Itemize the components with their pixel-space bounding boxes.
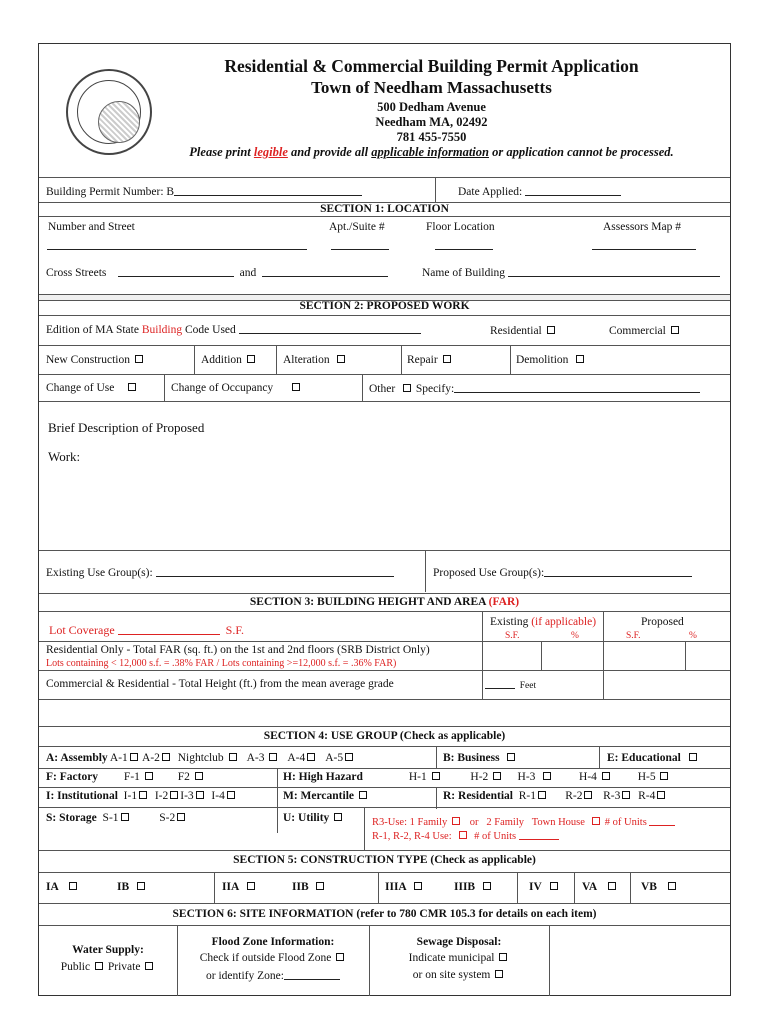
flood-zone-input[interactable]: or identify Zone: bbox=[177, 969, 369, 982]
water-supply-options[interactable]: Public Private bbox=[39, 961, 177, 973]
assessors-map-input[interactable] bbox=[592, 239, 696, 250]
type-iiib-checkbox[interactable]: IIIB bbox=[454, 881, 493, 893]
brief-description-label: Brief Description of Proposed bbox=[48, 420, 205, 435]
sewage-municipal-checkbox[interactable]: Indicate municipal bbox=[369, 952, 549, 964]
residential-use-row[interactable]: R: Residential R-1 R-2 R-3 R-4 bbox=[443, 790, 667, 802]
existing-use-group-field[interactable]: Existing Use Group(s): bbox=[46, 566, 394, 579]
form-title: Residential & Commercial Building Permit Application bbox=[224, 56, 639, 76]
building-name-field[interactable]: Name of Building bbox=[422, 266, 720, 279]
type-vb-checkbox[interactable]: VB bbox=[641, 881, 678, 893]
institutional-row[interactable]: I: Institutional I-1 I-2 I-3 I-4 bbox=[46, 790, 237, 802]
section-4-title: SECTION 4: USE GROUP (Check as applicable) bbox=[263, 730, 506, 742]
proposed-pct-label: % bbox=[689, 631, 697, 641]
brief-description-input[interactable] bbox=[119, 444, 719, 544]
apt-suite-input[interactable] bbox=[331, 239, 389, 250]
type-iia-checkbox[interactable]: IIA bbox=[222, 881, 257, 893]
sewage-onsite-checkbox[interactable]: or on site system bbox=[369, 969, 549, 981]
existing-header: Existing (if applicable) bbox=[490, 616, 597, 628]
floor-location-label: Floor Location bbox=[426, 221, 495, 233]
instructions-note: Please print legible and provide all applicable information or application cannot be processed. bbox=[189, 145, 674, 159]
repair-checkbox[interactable]: Repair bbox=[407, 354, 453, 366]
type-ia-checkbox[interactable]: IA bbox=[46, 881, 79, 893]
proposed-sf-label: S.F. bbox=[626, 631, 641, 641]
section-6-title: SECTION 6: SITE INFORMATION (refer to 780 CMR 105.3 for details on each item) bbox=[172, 908, 597, 920]
number-street-input[interactable] bbox=[47, 239, 307, 250]
section-3-title: SECTION 3: BUILDING HEIGHT AND AREA (FAR) bbox=[249, 596, 520, 608]
total-height-input[interactable]: Feet bbox=[485, 680, 536, 691]
type-iv-checkbox[interactable]: IV bbox=[529, 881, 560, 893]
address-line-1: 500 Dedham Avenue bbox=[377, 100, 486, 114]
permit-form bbox=[38, 43, 731, 996]
lots-far-note: Lots containing < 12,000 s.f. = .38% FAR / Lots containing >=12,000 s.f. = .36% FAR) bbox=[46, 658, 397, 669]
commercial-checkbox[interactable]: Commercial bbox=[609, 325, 681, 337]
flood-zone-checkbox[interactable]: Check if outside Flood Zone bbox=[177, 952, 369, 964]
number-street-label: Number and Street bbox=[48, 221, 135, 233]
permit-number-field[interactable]: Building Permit Number: B bbox=[46, 185, 362, 198]
type-ib-checkbox[interactable]: IB bbox=[117, 881, 147, 893]
apt-suite-label: Apt./Suite # bbox=[329, 221, 385, 233]
brief-description-label-2: Work: bbox=[48, 449, 81, 464]
r3-use-row[interactable]: R3-Use: 1 Family or 2 Family Town House # of Units bbox=[372, 817, 675, 828]
proposed-use-group-field[interactable]: Proposed Use Group(s): bbox=[433, 566, 692, 579]
assembly-row[interactable]: A: Assembly A-1 A-2 Nightclub A-3 A-4 A-5 bbox=[46, 752, 355, 764]
cross-streets-field[interactable]: Cross Streets and bbox=[46, 266, 388, 279]
addition-checkbox[interactable]: Addition bbox=[201, 354, 257, 366]
new-construction-checkbox[interactable]: New Construction bbox=[46, 354, 145, 366]
flood-zone-label: Flood Zone Information: bbox=[211, 936, 335, 948]
assessors-map-label: Assessors Map # bbox=[603, 221, 681, 233]
total-height-label: Commercial & Residential - Total Height (ft.) from the mean average grade bbox=[46, 678, 394, 690]
sewage-disposal-label: Sewage Disposal: bbox=[416, 936, 502, 948]
mercantile-checkbox[interactable]: M: Mercantile bbox=[283, 790, 369, 802]
utility-checkbox[interactable]: U: Utility bbox=[283, 812, 344, 824]
high-hazard-row[interactable]: H: High Hazard H-1 H-2 H-3 H-4 H-5 bbox=[283, 771, 670, 783]
educational-checkbox[interactable]: E: Educational bbox=[607, 752, 699, 764]
section-5-title: SECTION 5: CONSTRUCTION TYPE (Check as applicable) bbox=[233, 854, 536, 866]
existing-pct-label: % bbox=[571, 631, 579, 641]
type-iib-checkbox[interactable]: IIB bbox=[292, 881, 326, 893]
code-edition-field[interactable]: Edition of MA State Building Code Used bbox=[46, 323, 421, 336]
section-1-title: SECTION 1: LOCATION bbox=[320, 203, 449, 215]
storage-row[interactable]: S: Storage S-1 S-2 bbox=[46, 812, 187, 824]
type-iiia-checkbox[interactable]: IIIA bbox=[385, 881, 424, 893]
change-of-use-checkbox[interactable]: Change of Use bbox=[46, 382, 138, 394]
existing-sf-label: S.F. bbox=[505, 631, 520, 641]
water-supply-label: Water Supply: bbox=[72, 944, 144, 956]
town-name: Town of Needham Massachusetts bbox=[311, 78, 552, 97]
business-checkbox[interactable]: B: Business bbox=[443, 752, 517, 764]
r124-use-row[interactable]: R-1, R-2, R-4 Use: # of Units bbox=[372, 831, 559, 842]
residential-checkbox[interactable]: Residential bbox=[490, 325, 557, 337]
phone-number: 781 455-7550 bbox=[396, 130, 467, 144]
residential-far-label: Residential Only - Total FAR (sq. ft.) on the 1st and 2nd floors (SRB District Only) bbox=[46, 644, 430, 656]
demolition-checkbox[interactable]: Demolition bbox=[516, 354, 586, 366]
other-specify-field[interactable]: Other Specify: bbox=[369, 382, 700, 395]
floor-location-input[interactable] bbox=[435, 239, 493, 250]
type-va-checkbox[interactable]: VA bbox=[582, 881, 618, 893]
factory-row[interactable]: F: Factory F-1 F2 bbox=[46, 771, 205, 783]
date-applied-field[interactable]: Date Applied: bbox=[458, 185, 621, 198]
address-line-2: Needham MA, 02492 bbox=[375, 115, 488, 129]
alteration-checkbox[interactable]: Alteration bbox=[283, 354, 347, 366]
proposed-header: Proposed bbox=[641, 616, 684, 628]
section-2-title: SECTION 2: PROPOSED WORK bbox=[299, 300, 470, 312]
lot-coverage-field[interactable]: Lot Coverage S.F. bbox=[49, 623, 245, 637]
change-of-occupancy-checkbox[interactable]: Change of Occupancy bbox=[171, 382, 302, 394]
